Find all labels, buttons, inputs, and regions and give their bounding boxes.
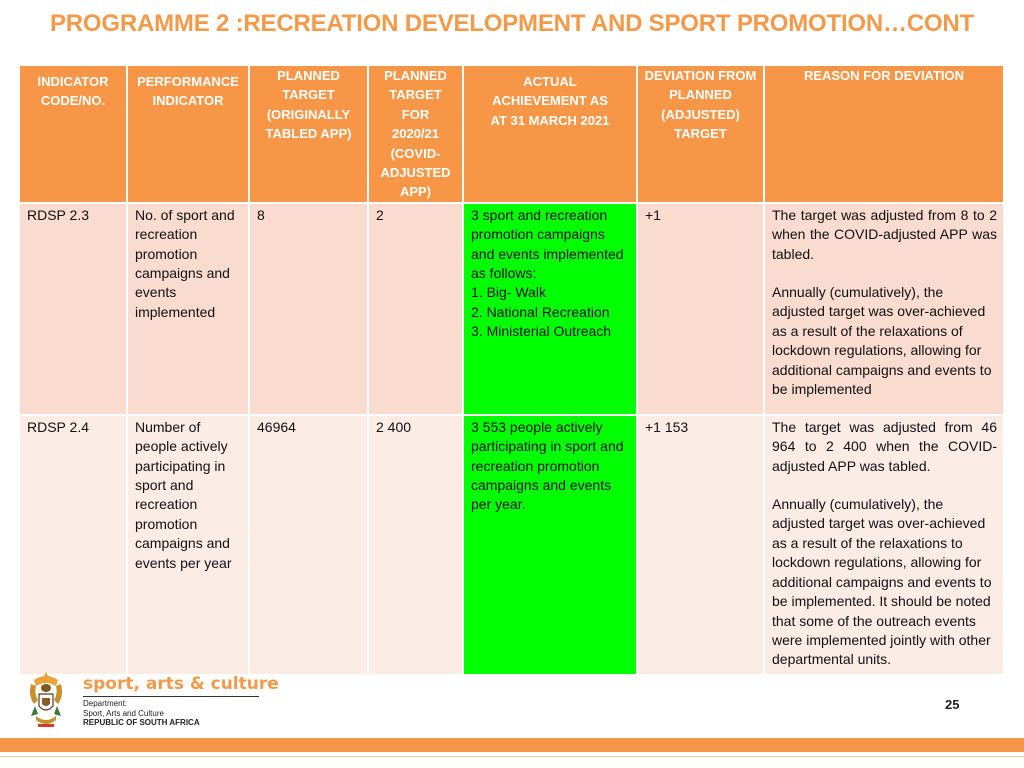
header-label: PERFORMANCE INDICATOR bbox=[137, 74, 239, 109]
brand-divider bbox=[83, 696, 259, 697]
indicator-code: RDSP 2.4 bbox=[27, 418, 89, 435]
header-label: DEVIATION FROM PLANNED (ADJUSTED) TARGET bbox=[644, 68, 757, 142]
footer-rule bbox=[0, 756, 1024, 757]
list-item: 2. National Recreation bbox=[471, 303, 610, 320]
deviation-value: +1 153 bbox=[645, 418, 689, 435]
original-target-cell bbox=[249, 415, 368, 675]
performance-indicator-cell bbox=[127, 203, 249, 415]
deviation-cell bbox=[637, 203, 764, 415]
brand-name: sport, arts & culture bbox=[83, 674, 279, 694]
achievement-list bbox=[471, 283, 630, 341]
table-header-row bbox=[20, 66, 1004, 203]
header-adjusted-target bbox=[368, 66, 463, 203]
adjusted-target: 2 bbox=[376, 206, 384, 223]
reason-cell bbox=[764, 415, 1004, 675]
header-deviation bbox=[637, 66, 764, 203]
deviation-value: +1 bbox=[645, 206, 661, 223]
reason-paragraph: The target was adjusted from 8 to 2 when the COVID-adjusted APP was tabled. bbox=[772, 206, 997, 262]
dept-country: REPUBLIC OF SOUTH AFRICA bbox=[83, 718, 200, 727]
page-number: 25 bbox=[945, 697, 960, 712]
reason-cell bbox=[764, 203, 1004, 415]
header-label: ACTUAL ACHIEVEMENT AS AT 31 MARCH 2021 bbox=[490, 74, 610, 128]
table-row bbox=[20, 415, 1004, 675]
header-reason bbox=[764, 66, 1004, 203]
achievement-text: 3 sport and recreation promotion campaigns and events implemented as follows: bbox=[471, 206, 624, 282]
reason-paragraph: The target was adjusted from 46 964 to 2 400 when the COVID-adjusted APP was tabled. bbox=[772, 418, 997, 474]
header-performance-indicator bbox=[127, 66, 249, 203]
deviation-cell bbox=[637, 415, 764, 675]
table-row bbox=[20, 203, 1004, 415]
indicator-code: RDSP 2.3 bbox=[27, 206, 89, 223]
header-label: PLANNED TARGET FOR 2020/21 (COVID-ADJUSTED APP) bbox=[380, 68, 451, 200]
header-label: PLANNED TARGET (ORIGINALLY TABLED APP) bbox=[265, 68, 352, 142]
header-original-target bbox=[249, 66, 368, 203]
original-target: 8 bbox=[257, 206, 265, 223]
footer-band bbox=[0, 738, 1024, 752]
dept-line: Department: bbox=[83, 699, 128, 708]
dept-line: Sport, Arts and Culture bbox=[83, 708, 164, 718]
adjusted-target: 2 400 bbox=[376, 418, 412, 435]
performance-indicator: No. of sport and recreation promotion campaigns and events implemented bbox=[135, 206, 235, 320]
list-item: 1. Big- Walk bbox=[471, 284, 546, 301]
performance-indicator: Number of people actively participating in sport and recreation promotion campaigns and events per year bbox=[135, 418, 232, 571]
department-text bbox=[83, 699, 200, 728]
header-indicator-code bbox=[20, 66, 127, 203]
adjusted-target-cell bbox=[368, 203, 463, 415]
header-label: INDICATOR CODE/NO. bbox=[37, 74, 109, 109]
list-item: 3. Ministerial Outreach bbox=[471, 323, 612, 340]
reason-paragraph: Annually (cumulatively), the adjusted target was over-achieved as a result of the relaxations of lockdown regulations, allowing for additional campaigns and events to be implemented bbox=[772, 284, 992, 398]
original-target: 46964 bbox=[257, 418, 296, 435]
adjusted-target-cell bbox=[368, 415, 463, 675]
reason-paragraph: Annually (cumulatively), the adjusted target was over-achieved as a result of the relaxations to lockdown regulations, allowing for additional campaigns and events to be implemented. It should be noted that some of the outreach events were implemented jointly with other departmental units. bbox=[772, 496, 992, 668]
actual-achievement-cell bbox=[463, 203, 637, 415]
performance-table bbox=[20, 66, 1005, 676]
achievement-text: 3 553 people actively participating in sport and recreation promotion campaigns and events per year. bbox=[471, 418, 624, 513]
header-label: REASON FOR DEVIATION bbox=[803, 68, 965, 83]
actual-achievement-cell bbox=[463, 415, 637, 675]
header-actual-achievement bbox=[463, 66, 637, 203]
indicator-code-cell bbox=[20, 203, 127, 415]
indicator-code-cell bbox=[20, 415, 127, 675]
original-target-cell bbox=[249, 203, 368, 415]
coat-of-arms-icon bbox=[26, 670, 66, 732]
slide-title: PROGRAMME 2 :RECREATION DEVELOPMENT AND SPORT PROMOTION…CONT bbox=[49, 10, 975, 37]
performance-indicator-cell bbox=[127, 415, 249, 675]
department-logo bbox=[26, 670, 279, 732]
